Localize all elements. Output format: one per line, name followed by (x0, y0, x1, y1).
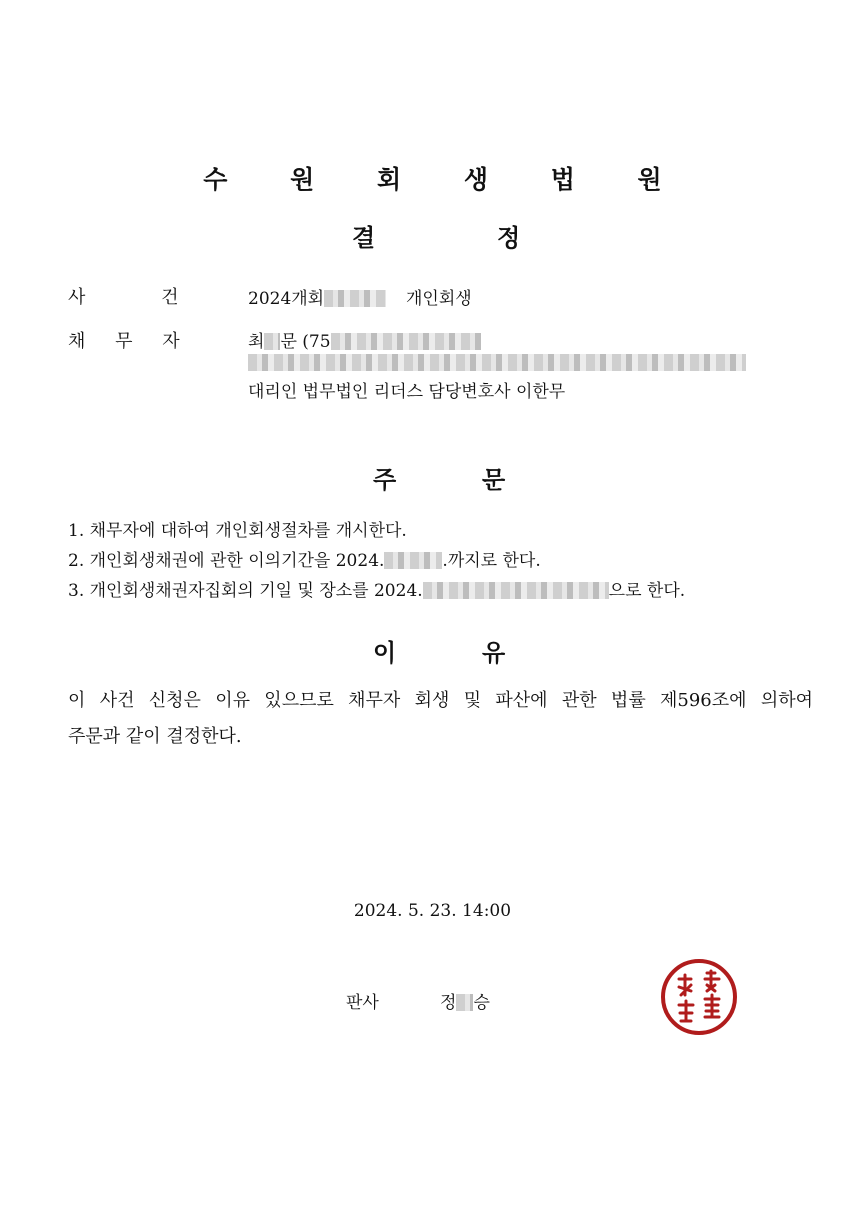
judge-seal (657, 955, 742, 1040)
seal-icon (657, 955, 742, 1040)
doc-type-left: 결 (352, 224, 376, 252)
debtor-label: 채 무 자 (68, 331, 180, 352)
order-item-3-suffix: 으로 한다. (608, 581, 686, 601)
doc-type-right: 정 (497, 224, 521, 252)
case-type: 개인회생 (406, 289, 472, 309)
debtor-name-last: 문 (280, 332, 297, 352)
reason-heading-left: 이 (373, 639, 397, 667)
case-number-prefix: 2024개회 (248, 289, 325, 309)
judge-name-last: 승 (473, 993, 490, 1013)
decision-datetime: 2024. 5. 23. 14:00 (353, 901, 512, 921)
redacted-judge-name (456, 994, 473, 1011)
debtor-agent: 대리인 법무법인 리더스 담당변호사 이한무 (248, 382, 566, 402)
court-name: 수 원 회 생 법 원 (203, 165, 689, 194)
order-item-3 (68, 576, 685, 601)
order-item-2-suffix: .까지로 한다. (442, 551, 541, 571)
redacted-address (248, 353, 746, 372)
reason-line-1: 이 사건 신청은 이유 있으므로 채무자 회생 및 파산에 관한 법률 제596조에 의하여 (68, 690, 813, 711)
case-label: 사 건 (68, 287, 179, 308)
case-number (248, 284, 386, 309)
redacted-case-number (324, 290, 386, 307)
judge-name-first: 정 (440, 993, 457, 1013)
debtor-name-first: 최 (248, 332, 265, 352)
redacted-meeting-info (423, 582, 609, 599)
redacted-address-block (248, 354, 746, 371)
redacted-date (384, 552, 442, 569)
judge-label: 판사 (346, 993, 379, 1013)
order-heading-left: 주 (373, 466, 397, 494)
redacted-id (331, 333, 481, 350)
redacted-name (264, 333, 280, 350)
order-item-2 (68, 546, 541, 571)
order-item-3-prefix: 3. 개인회생채권자집회의 기일 및 장소를 2024. (68, 581, 423, 601)
order-item-1: 1. 채무자에 대하여 개인회생절차를 개시한다. (68, 521, 407, 541)
reason-line-2: 주문과 같이 결정한다. (68, 726, 242, 747)
order-item-2-prefix: 2. 개인회생채권에 관한 이의기간을 2024. (68, 551, 385, 571)
order-heading-right: 문 (482, 466, 506, 494)
judge-name (440, 988, 490, 1013)
debtor-id-prefix: (75 (302, 332, 331, 352)
reason-heading-right: 유 (482, 639, 506, 667)
debtor-name (248, 327, 481, 352)
